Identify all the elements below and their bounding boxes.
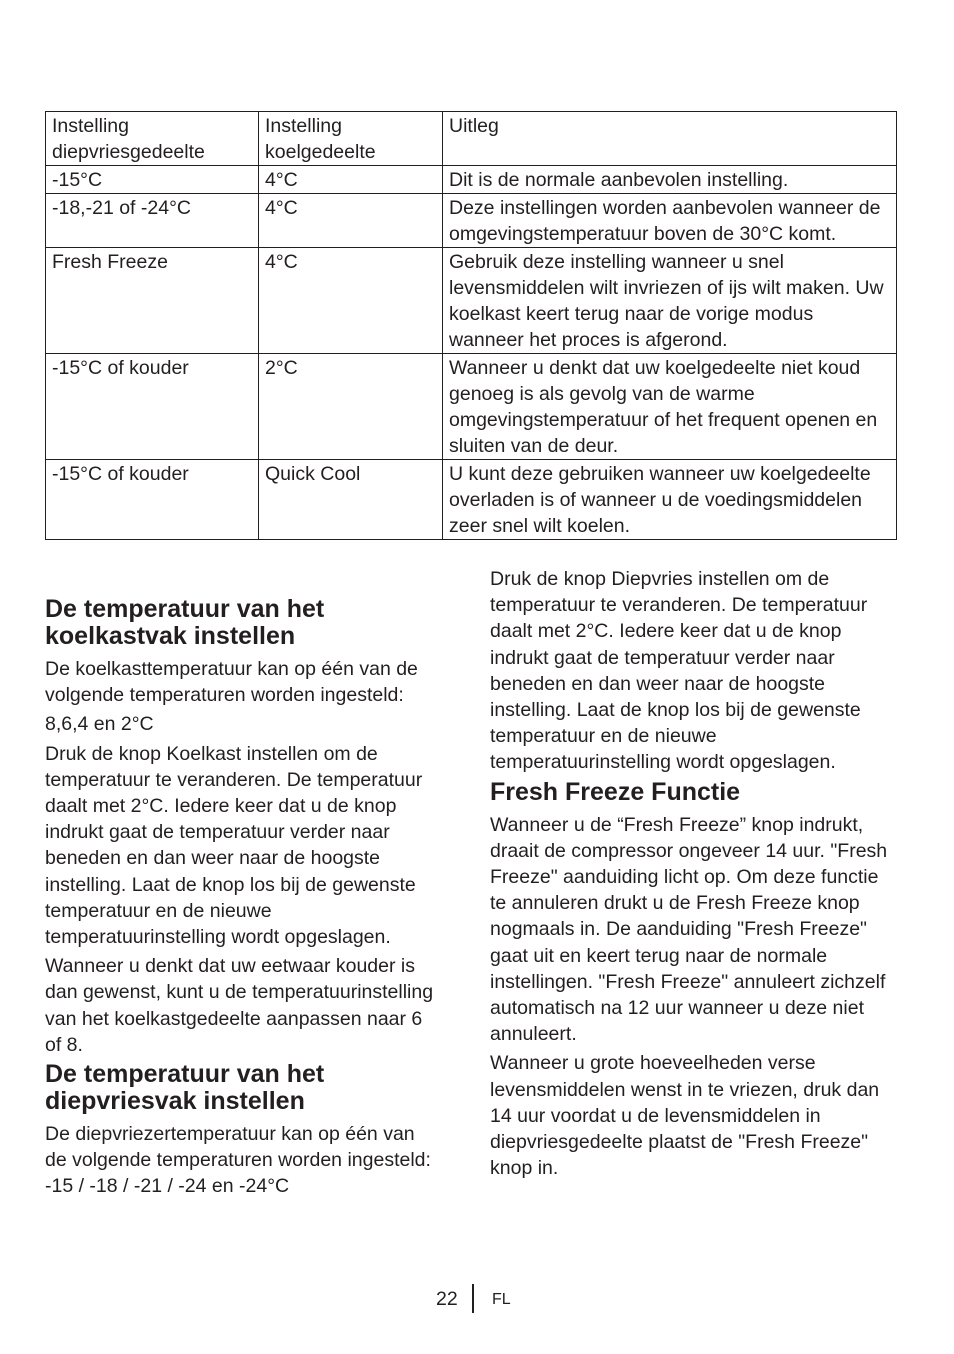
- fresh-freeze-heading: Fresh Freeze Functie: [490, 777, 741, 806]
- table-cell: 4°C: [259, 194, 443, 248]
- table-cell: -15°C: [46, 166, 259, 194]
- table-cell: Wanneer u denkt dat uw koelgedeelte niet koud genoeg is als gevolg van de warme omgevingstemperatuur of het frequent openen en sluiten van de deur.: [443, 354, 897, 460]
- left-column: [45, 596, 435, 1203]
- table-row: [46, 460, 897, 540]
- fridge-paragraph: Druk de knop Koelkast instellen om de temperatuur te veranderen. De temperatuur daalt met 2°C. Iedere keer dat u de knop indrukt gaat de temperatuur verder naar beneden en dan weer naar de hoogste instelling. Laat de knop los bij de gewenste temperatuur en de nieuwe temperatuurinstelling wordt opgeslagen.: [45, 742, 423, 949]
- table-cell: -15°C of kouder: [46, 460, 259, 540]
- table-cell: 4°C: [259, 166, 443, 194]
- page-number: 22: [436, 1288, 458, 1310]
- table-row: [46, 354, 897, 460]
- table-cell: U kunt deze gebruiken wanneer uw koelgedeelte overladen is of wanneer u de voedingsmiddelen zeer snel wilt koelen.: [443, 460, 897, 540]
- settings-table: [45, 111, 897, 540]
- table-header-cell: Instelling diepvriesgedeelte: [46, 112, 259, 166]
- fridge-paragraph: 8,6,4 en 2°C: [45, 713, 154, 736]
- freezer-heading: De temperatuur van het diepvriesvak instellen: [45, 1060, 325, 1116]
- footer-divider: [472, 1284, 474, 1313]
- table-cell: 4°C: [259, 248, 443, 354]
- freezer-paragraph: Druk de knop Diepvries instellen om de temperatuur te veranderen. De temperatuur daalt met 2°C. Iedere keer dat u de knop indrukt gaat de temperatuur verder naar beneden en dan weer naar de hoogste instelling. Laat de knop los bij de gewenste temperatuur en de nieuwe temperatuurinstelling wordt opgeslagen.: [490, 568, 868, 774]
- table-header-cell: Uitleg: [443, 112, 897, 166]
- freezer-paragraph: De diepvriezertemperatuur kan op één van de volgende temperaturen worden ingesteld: -15 / -18 / -21 / -24 en -24°C: [45, 1123, 431, 1198]
- fresh-freeze-paragraph: Wanneer u de “Fresh Freeze” knop indrukt, draait de compressor ongeveer 14 uur. "Fresh Freeze" aanduiding licht op. Om deze functie te annuleren drukt u de Fresh Freeze knop nogmaals in. De aanduiding "Fresh Freeze" gaat uit en keert terug naar de normale instellingen. "Fresh Freeze" annuleert zichzelf automatisch na 12 uur wanneer u deze niet annuleert.: [490, 813, 888, 1046]
- fresh-freeze-paragraph: Wanneer u grote hoeveelheden verse levensmiddelen wenst in te vriezen, druk dan 14 uur voordat u de levensmiddelen in diepvriesgedeelte plaatst de "Fresh Freeze" knop in.: [490, 1052, 880, 1180]
- table-cell: Dit is de normale aanbevolen instelling.: [443, 166, 897, 194]
- page-footer: [0, 1284, 954, 1314]
- table-header-row: [46, 112, 897, 166]
- table-row: [46, 248, 897, 354]
- table-row: [46, 166, 897, 194]
- table-row: [46, 194, 897, 248]
- table-cell: 2°C: [259, 354, 443, 460]
- right-column: [490, 566, 890, 1184]
- table-cell: Gebruik deze instelling wanneer u snel levensmiddelen wilt invriezen of ijs wilt maken. Uw koelkast keert terug naar de vorige modus wanneer het proces is afgerond.: [443, 248, 897, 354]
- table-cell: Quick Cool: [259, 460, 443, 540]
- table-header-cell: Instelling koelgedeelte: [259, 112, 443, 166]
- table-cell: Fresh Freeze: [46, 248, 259, 354]
- table-cell: -18,-21 of -24°C: [46, 194, 259, 248]
- fridge-heading: De temperatuur van het koelkastvak instellen: [45, 595, 325, 650]
- fridge-paragraph: De koelkasttemperatuur kan op één van de volgende temperaturen worden ingesteld:: [45, 658, 418, 707]
- table-cell: Deze instellingen worden aanbevolen wanneer de omgevingstemperatuur boven de 30°C komt.: [443, 194, 897, 248]
- fridge-paragraph: Wanneer u denkt dat uw eetwaar kouder is dan gewenst, kunt u de temperatuurinstelling van het koelkastgedeelte aanpassen naar 6 of 8.: [45, 955, 434, 1056]
- language-code: FL: [492, 1291, 511, 1308]
- table-cell: -15°C of kouder: [46, 354, 259, 460]
